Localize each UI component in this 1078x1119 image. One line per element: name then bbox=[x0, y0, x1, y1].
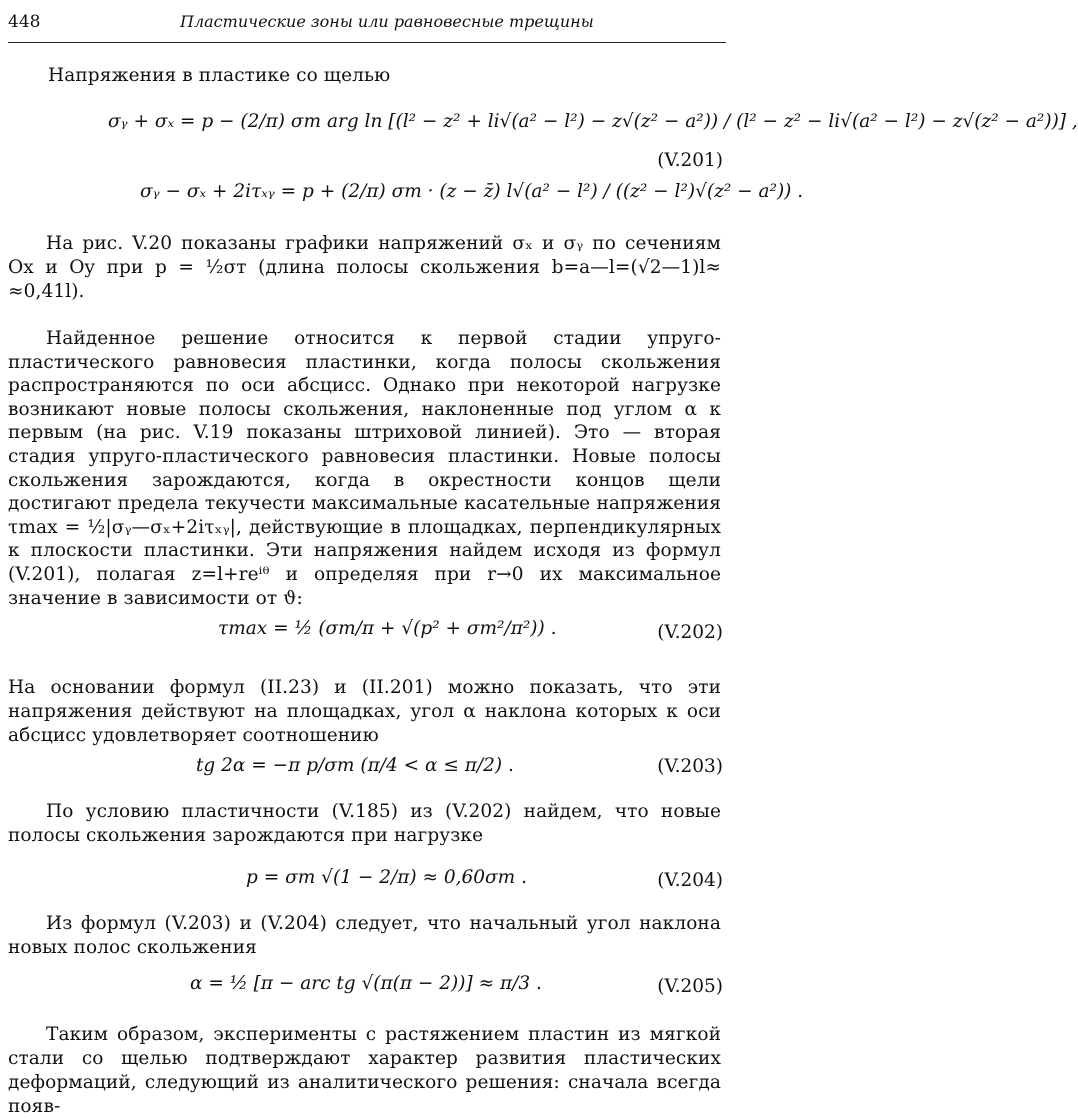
equation-203: tg 2α = −π p/σт (π/4 < α ≤ π/2) . bbox=[196, 755, 514, 776]
paragraph-stress-planes: На основании формул (II.23) и (II.201) можно показать, что эти напряжения действуют на площадках, угол α наклона которых к оси абсцисс удовлетворяет соотношению bbox=[8, 677, 721, 746]
paragraph-initial-angle: Из формул (V.203) и (V.204) следует, что начальный угол наклона новых полос скольжения bbox=[8, 913, 721, 958]
equation-number-205: (V.205) bbox=[657, 976, 723, 997]
equation-number-204: (V.204) bbox=[657, 870, 723, 891]
header-rule bbox=[8, 42, 726, 43]
page-number: 448 bbox=[8, 12, 41, 32]
paragraph-plasticity: По условию пластичности (V.185) из (V.202) найдем, что новые полосы скольжения зарождаются при нагрузке bbox=[8, 801, 721, 846]
equation-number-202: (V.202) bbox=[657, 622, 723, 643]
equation-205: α = ½ [π − arc tg √(π(π − 2))] ≈ π/3 . bbox=[190, 973, 542, 994]
paragraph-intro: Напряжения в пластике со щелью bbox=[48, 65, 391, 86]
equation-201b: σᵧ − σₓ + 2iτₓᵧ = p + (2/π) σт · (z − z̄) l√(a² − l²) / ((z² − l²)√(z² − a²)) . bbox=[140, 181, 804, 202]
equation-number-201: (V.201) bbox=[657, 150, 723, 171]
equation-number-203: (V.203) bbox=[657, 756, 723, 777]
paragraph-solution: Найденное решение относится к первой стадии упруго-пластического равновесия пластинки, когда полосы скольжения распространяются по оси абсцисс. Однако при некоторой нагрузке возникают новые полосы скольжения, наклоненные под углом α к первым (на рис. V.19 показаны штриховой линией). Это — вторая стадия упруго-пластического равновесия пластинки. Новые полосы скольжения зарождаются, когда в окрестности концов щели достигают предела текучести максимальные касательные напряжения τmax = ½|σᵧ—σₓ+2iτₓᵧ|, действующие в площадках, перпендикулярных к плоскости пластинки. Эти напряжения найдем исходя из формул (V.201), полагая z=l+reⁱᶿ и определяя при r→0 их максимальное значение в зависимости от ϑ: bbox=[8, 328, 721, 609]
equation-204: p = σт √(1 − 2/π) ≈ 0,60σт . bbox=[246, 867, 527, 888]
page-header bbox=[8, 8, 723, 38]
equation-201a: σᵧ + σₓ = p − (2/π) σт arg ln [(l² − z² + li√(a² − l²) − z√(z² − a²)) / (l² − z² − li√(a² − l²) − z√(z² − a²))] , bbox=[108, 111, 1078, 132]
paragraph-conclusion: Таким образом, эксперименты с растяжением пластин из мягкой стали со щелью подтверждают характер развития пластических деформаций, следующий из аналитического решения: сначала всегда появ- bbox=[8, 1024, 721, 1117]
running-title: Пластические зоны или равновесные трещины bbox=[180, 12, 594, 31]
equation-202: τmax = ½ (σт/π + √(p² + σт²/π²)) . bbox=[218, 618, 557, 639]
paragraph-figure-ref: На рис. V.20 показаны графики напряжений σₓ и σᵧ по сечениям Ox и Oy при p = ½σт (длина полосы скольжения b=a—l=(√2—1)l≈ ≈0,41l). bbox=[8, 233, 721, 302]
